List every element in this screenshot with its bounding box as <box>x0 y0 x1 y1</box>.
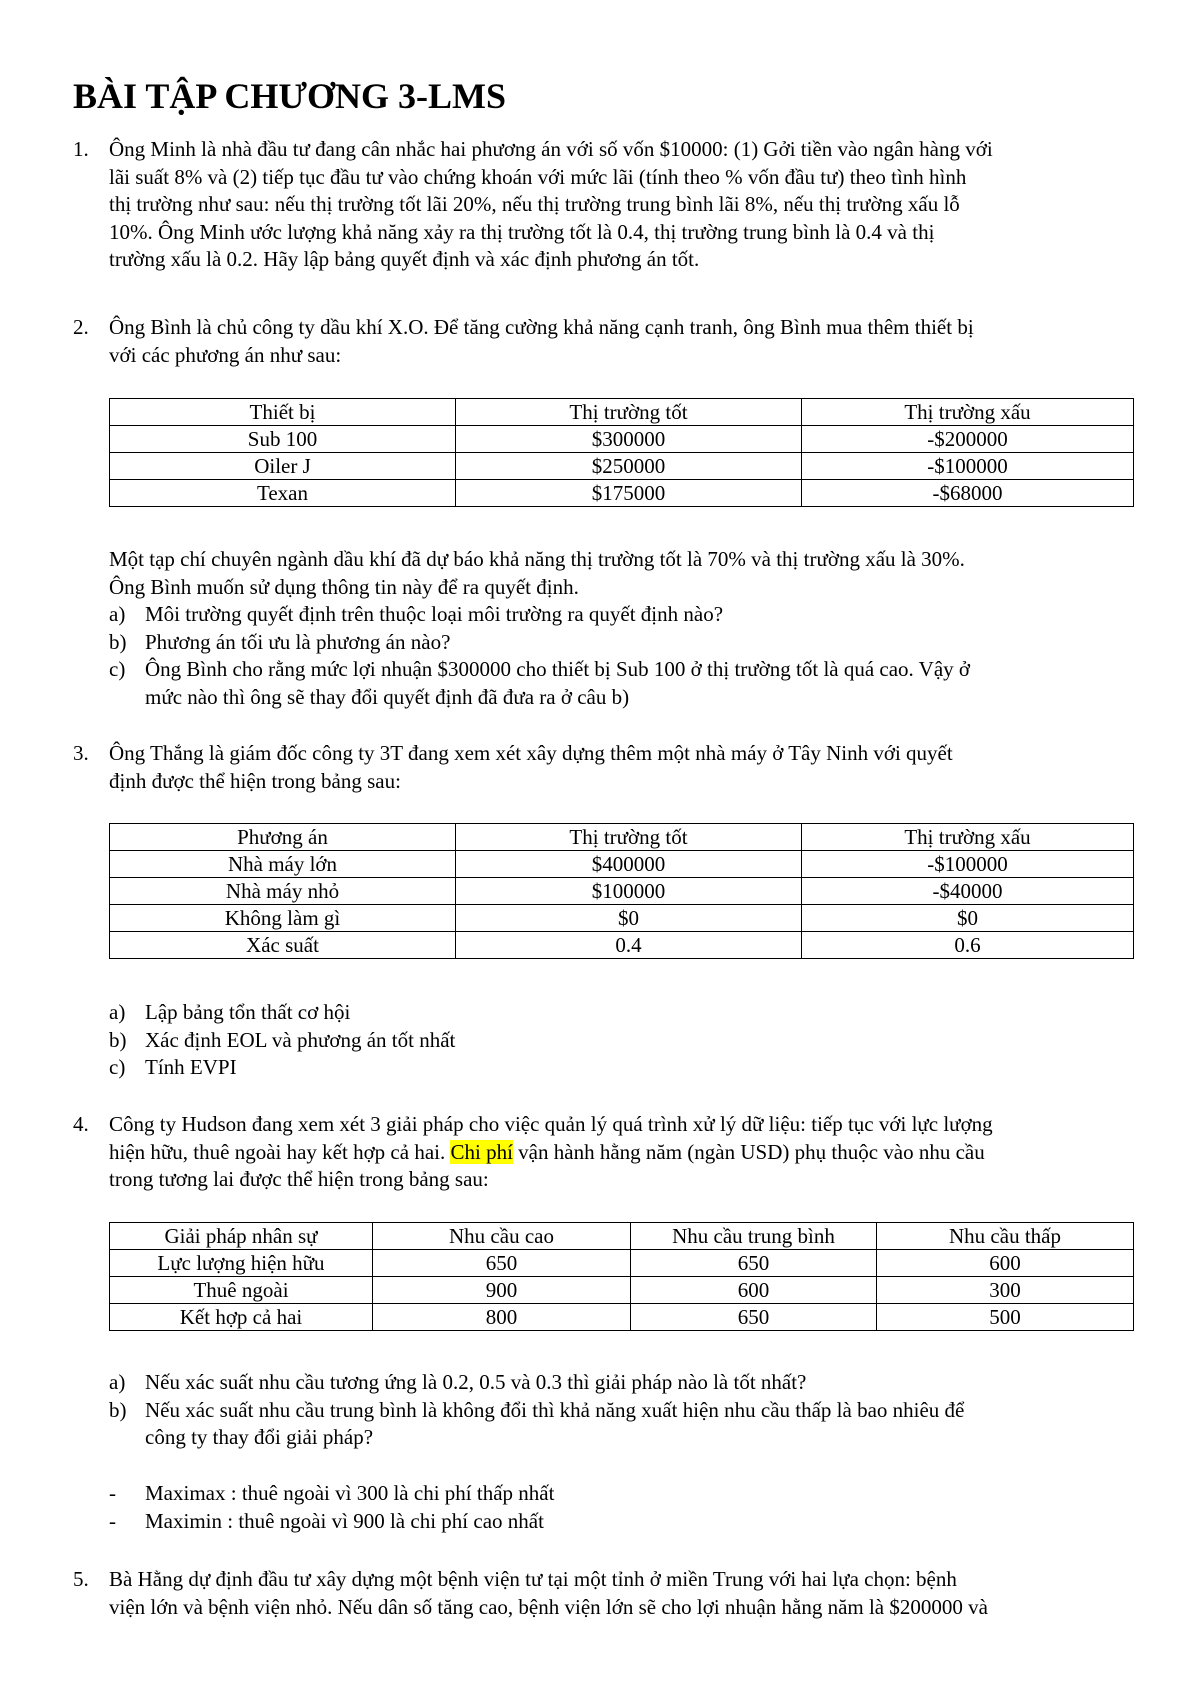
table-header-cell: Thị trường xấu <box>802 399 1134 426</box>
table-row <box>110 905 1134 932</box>
question-1 <box>73 136 1133 274</box>
list-label: c) <box>109 657 126 681</box>
table-cell: Không làm gì <box>110 905 456 932</box>
list-item <box>109 1054 1139 1082</box>
table-cell: 500 <box>877 1304 1134 1331</box>
list-label: a) <box>109 602 126 626</box>
list-item <box>109 1027 1139 1055</box>
table-row <box>110 480 1134 507</box>
question-2 <box>73 314 1133 369</box>
table-cell: $0 <box>456 905 802 932</box>
table-cell: Kết hợp cả hai <box>110 1304 373 1331</box>
text-line: định được thể hiện trong bảng sau: <box>109 768 401 793</box>
table-cell: Sub 100 <box>110 426 456 453</box>
table-row <box>110 851 1134 878</box>
list-item <box>109 601 1139 629</box>
table-header-cell: Nhu cầu trung bình <box>631 1223 877 1250</box>
table-header-row <box>110 824 1134 851</box>
factory-table <box>109 823 1134 959</box>
text-line: Công ty Hudson đang xem xét 3 giải pháp cho việc quản lý quá trình xử lý dữ liệu: tiếp tục với lực lượng <box>109 1112 993 1136</box>
equipment-table <box>109 398 1134 507</box>
question-number: 3. <box>73 741 89 765</box>
table-header-cell: Thị trường xấu <box>802 824 1134 851</box>
list-item <box>109 999 1139 1027</box>
table-header-row <box>110 399 1134 426</box>
list-label: b) <box>109 629 127 654</box>
table-cell: $100000 <box>456 878 802 905</box>
table-cell: $300000 <box>456 426 802 453</box>
text-line: Ông Thắng là giám đốc công ty 3T đang xem xét xây dựng thêm một nhà máy ở Tây Ninh với quyết <box>109 741 953 765</box>
list-label: b) <box>109 1397 127 1422</box>
list-item <box>109 629 1139 657</box>
table-cell: Oiler J <box>110 453 456 480</box>
text-line: Nếu xác suất nhu cầu tương ứng là 0.2, 0.5 và 0.3 thì giải pháp nào là tốt nhất? <box>145 1370 807 1394</box>
list-item <box>109 1369 1139 1397</box>
table-row <box>110 1277 1134 1304</box>
text-line: viện lớn và bệnh viện nhỏ. Nếu dân số tăng cao, bệnh viện lớn sẽ cho lợi nhuận hằng năm là $200000 và <box>109 1594 988 1619</box>
text-line: mức nào thì ông sẽ thay đổi quyết định đã đưa ra ở câu b) <box>145 684 630 709</box>
text-line: 10%. Ông Minh ước lượng khả năng xảy ra thị trường tốt là 0.4, thị trường trung bình là 0.4 và thị <box>109 219 935 244</box>
list-item <box>109 656 1139 711</box>
question-number: 1. <box>73 137 89 161</box>
highlighted-text: Chi phí <box>450 1139 513 1164</box>
table-cell: -$40000 <box>802 878 1134 905</box>
table-row <box>110 453 1134 480</box>
table-cell: Texan <box>110 480 456 507</box>
table-cell: 650 <box>631 1250 877 1277</box>
table-cell: $175000 <box>456 480 802 507</box>
text-line: với các phương án như sau: <box>109 342 342 367</box>
text-span: hiện hữu, thuê ngoài hay kết hợp cả hai. <box>109 1139 451 1164</box>
list-label: a) <box>109 1000 126 1024</box>
table-cell: -$200000 <box>802 426 1134 453</box>
table-row <box>110 878 1134 905</box>
table-cell: Xác suất <box>110 932 456 959</box>
question-2-followup <box>109 546 1139 711</box>
text-line: Phương án tối ưu là phương án nào? <box>145 629 451 654</box>
table-row <box>110 932 1134 959</box>
table-cell: -$68000 <box>802 480 1134 507</box>
table-header-row <box>110 1223 1134 1250</box>
text-line: Một tạp chí chuyên ngành dầu khí đã dự báo khả năng thị trường tốt là 70% và thị trường xấu là 30%. <box>109 547 965 571</box>
list-label: b) <box>109 1027 127 1052</box>
table-cell: Thuê ngoài <box>110 1277 373 1304</box>
list-item <box>109 1480 1139 1508</box>
table-header-cell: Giải pháp nhân sự <box>110 1223 373 1250</box>
text-line: trong tương lai được thể hiện trong bảng sau: <box>109 1167 489 1191</box>
table-header-cell: Phương án <box>110 824 456 851</box>
page-title: BÀI TẬP CHƯƠNG 3-LMS <box>73 76 507 116</box>
text-line: Ông Bình cho rằng mức lợi nhuận $300000 cho thiết bị Sub 100 ở thị trường tốt là quá cao. Vậy ở <box>145 657 971 681</box>
text-line: trường xấu là 0.2. Hãy lập bảng quyết định và xác định phương án tốt. <box>109 247 700 271</box>
text-line: Maximax : thuê ngoài vì 300 là chi phí thấp nhất <box>145 1481 555 1505</box>
question-4 <box>73 1111 1133 1194</box>
question-number: 2. <box>73 315 89 339</box>
table-header-cell: Nhu cầu thấp <box>877 1223 1134 1250</box>
list-label: - <box>109 1481 116 1505</box>
table-cell: $250000 <box>456 453 802 480</box>
text-line: Tính EVPI <box>145 1055 237 1079</box>
table-cell: $400000 <box>456 851 802 878</box>
table-cell: 600 <box>877 1250 1134 1277</box>
question-5 <box>73 1566 1133 1621</box>
table-cell: $0 <box>802 905 1134 932</box>
text-line: Lập bảng tổn thất cơ hội <box>145 1000 351 1024</box>
list-label: a) <box>109 1370 126 1394</box>
table-row <box>110 1304 1134 1331</box>
table-cell: 0.4 <box>456 932 802 959</box>
table-header-cell: Thiết bị <box>110 399 456 426</box>
table-cell: 800 <box>373 1304 631 1331</box>
question-4-items <box>109 1369 1139 1452</box>
text-line: Ông Bình là chủ công ty dầu khí X.O. Để tăng cường khả năng cạnh tranh, ông Bình mua thêm thiết bị <box>109 315 974 339</box>
table-cell: 600 <box>631 1277 877 1304</box>
text-line: Bà Hằng dự định đầu tư xây dựng một bệnh viện tư tại một tỉnh ở miền Trung với hai lựa chọn: bệnh <box>109 1567 957 1591</box>
table-cell: -$100000 <box>802 851 1134 878</box>
table-header-cell: Thị trường tốt <box>456 824 802 851</box>
text-line: Nếu xác suất nhu cầu trung bình là không đổi thì khả năng xuất hiện nhu cầu thấp là bao nhiêu để <box>145 1397 965 1422</box>
table-cell: -$100000 <box>802 453 1134 480</box>
text-line: thị trường như sau: nếu thị trường tốt lãi 20%, nếu thị trường trung bình lãi 8%, nếu thị trường xấu lỗ <box>109 192 960 216</box>
list-item <box>109 1508 1139 1536</box>
table-cell: 900 <box>373 1277 631 1304</box>
table-cell: Nhà máy lớn <box>110 851 456 878</box>
text-line <box>109 1139 1133 1167</box>
text-span: vận hành hằng năm (ngàn USD) phụ thuộc vào nhu cầu <box>512 1139 985 1164</box>
table-header-cell: Nhu cầu cao <box>373 1223 631 1250</box>
list-item <box>109 1397 1139 1452</box>
question-3 <box>73 740 1133 795</box>
text-line: Môi trường quyết định trên thuộc loại môi trường ra quyết định nào? <box>145 602 724 626</box>
table-cell: Lực lượng hiện hữu <box>110 1250 373 1277</box>
text-line: công ty thay đổi giải pháp? <box>145 1425 374 1449</box>
text-line: Ông Minh là nhà đầu tư đang cân nhắc hai phương án với số vốn $10000: (1) Gởi tiền vào ngân hàng với <box>109 137 993 161</box>
table-header-cell: Thị trường tốt <box>456 399 802 426</box>
staffing-table <box>109 1222 1134 1331</box>
table-cell: 300 <box>877 1277 1134 1304</box>
table-cell: 650 <box>373 1250 631 1277</box>
table-cell: 650 <box>631 1304 877 1331</box>
text-line: Maximin : thuê ngoài vì 900 là chi phí cao nhất <box>145 1508 544 1533</box>
text-line: Ông Bình muốn sử dụng thông tin này để ra quyết định. <box>109 574 579 599</box>
table-row <box>110 1250 1134 1277</box>
table-row <box>110 426 1134 453</box>
text-line: Xác định EOL và phương án tốt nhất <box>145 1027 456 1052</box>
table-cell: Nhà máy nhỏ <box>110 878 456 905</box>
list-label: c) <box>109 1055 126 1079</box>
question-number: 5. <box>73 1567 89 1591</box>
question-4-notes <box>109 1480 1139 1535</box>
list-label: - <box>109 1508 116 1533</box>
question-number: 4. <box>73 1112 89 1136</box>
table-cell: 0.6 <box>802 932 1134 959</box>
question-3-items <box>109 999 1139 1082</box>
text-line: lãi suất 8% và (2) tiếp tục đầu tư vào chứng khoán với mức lãi (tính theo % vốn đầu tư) theo tình hình <box>109 164 967 189</box>
